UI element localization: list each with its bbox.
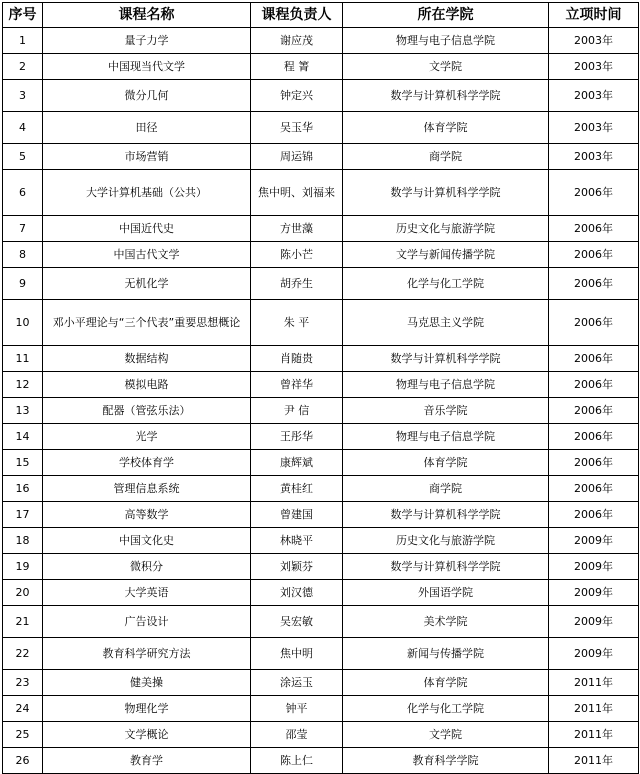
cell-course-lead: 林晓平: [251, 528, 343, 554]
cell-course-lead: 焦中明: [251, 638, 343, 670]
cell-college: 商学院: [343, 144, 549, 170]
cell-course-name: 配器（管弦乐法）: [43, 398, 251, 424]
cell-index: 17: [3, 502, 43, 528]
cell-course-lead: 胡乔生: [251, 268, 343, 300]
header-course-lead: 课程负责人: [251, 3, 343, 28]
cell-index: 6: [3, 170, 43, 216]
cell-year: 2006年: [549, 216, 639, 242]
cell-index: 23: [3, 670, 43, 696]
cell-index: 13: [3, 398, 43, 424]
cell-year: 2011年: [549, 670, 639, 696]
table-row: [3, 528, 639, 554]
cell-college: 物理与电子信息学院: [343, 372, 549, 398]
cell-year: 2006年: [549, 398, 639, 424]
table-row: [3, 696, 639, 722]
cell-year: 2011年: [549, 696, 639, 722]
table-row: [3, 112, 639, 144]
cell-year: 2006年: [549, 476, 639, 502]
cell-index: 22: [3, 638, 43, 670]
course-table: [2, 2, 639, 774]
cell-course-lead: 谢应茂: [251, 28, 343, 54]
table-row: [3, 638, 639, 670]
cell-index: 2: [3, 54, 43, 80]
cell-course-name: 教育科学研究方法: [43, 638, 251, 670]
cell-course-name: 市场营销: [43, 144, 251, 170]
cell-course-name: 广告设计: [43, 606, 251, 638]
cell-index: 14: [3, 424, 43, 450]
cell-course-name: 健美操: [43, 670, 251, 696]
table-row: [3, 80, 639, 112]
cell-year: 2009年: [549, 606, 639, 638]
cell-course-lead: 尹 信: [251, 398, 343, 424]
cell-year: 2009年: [549, 528, 639, 554]
cell-course-lead: 程 箐: [251, 54, 343, 80]
table-row: [3, 580, 639, 606]
cell-course-name: 高等数学: [43, 502, 251, 528]
cell-course-name: 模拟电路: [43, 372, 251, 398]
cell-course-name: 教育学: [43, 748, 251, 774]
cell-college: 物理与电子信息学院: [343, 424, 549, 450]
cell-year: 2006年: [549, 424, 639, 450]
table-row: [3, 170, 639, 216]
cell-course-name: 微积分: [43, 554, 251, 580]
cell-year: 2011年: [549, 748, 639, 774]
cell-course-name: 文学概论: [43, 722, 251, 748]
cell-course-name: 大学计算机基础（公共）: [43, 170, 251, 216]
cell-college: 数学与计算机科学学院: [343, 170, 549, 216]
cell-course-name: 无机化学: [43, 268, 251, 300]
cell-college: 文学与新闻传播学院: [343, 242, 549, 268]
cell-course-lead: 钟定兴: [251, 80, 343, 112]
cell-index: 8: [3, 242, 43, 268]
cell-index: 11: [3, 346, 43, 372]
table-body: [3, 28, 639, 774]
cell-college: 体育学院: [343, 670, 549, 696]
cell-course-lead: 方世藻: [251, 216, 343, 242]
table-row: [3, 670, 639, 696]
cell-college: 商学院: [343, 476, 549, 502]
table-row: [3, 372, 639, 398]
table-row: [3, 748, 639, 774]
cell-year: 2003年: [549, 28, 639, 54]
cell-course-lead: 曾建国: [251, 502, 343, 528]
cell-college: 数学与计算机科学学院: [343, 80, 549, 112]
cell-year: 2006年: [549, 502, 639, 528]
table-row: [3, 300, 639, 346]
cell-year: 2009年: [549, 638, 639, 670]
cell-year: 2006年: [549, 372, 639, 398]
cell-year: 2006年: [549, 450, 639, 476]
cell-college: 体育学院: [343, 450, 549, 476]
table-row: [3, 242, 639, 268]
header-index: 序号: [3, 3, 43, 28]
cell-course-lead: 黄桂红: [251, 476, 343, 502]
cell-index: 7: [3, 216, 43, 242]
cell-course-lead: 陈小芒: [251, 242, 343, 268]
cell-college: 外国语学院: [343, 580, 549, 606]
header-college: 所在学院: [343, 3, 549, 28]
cell-index: 10: [3, 300, 43, 346]
cell-index: 3: [3, 80, 43, 112]
cell-index: 4: [3, 112, 43, 144]
cell-course-lead: 吴玉华: [251, 112, 343, 144]
cell-index: 18: [3, 528, 43, 554]
cell-year: 2003年: [549, 144, 639, 170]
cell-college: 体育学院: [343, 112, 549, 144]
cell-year: 2003年: [549, 54, 639, 80]
cell-college: 新闻与传播学院: [343, 638, 549, 670]
cell-college: 马克思主义学院: [343, 300, 549, 346]
cell-index: 19: [3, 554, 43, 580]
cell-index: 9: [3, 268, 43, 300]
cell-year: 2003年: [549, 80, 639, 112]
cell-course-lead: 刘汉德: [251, 580, 343, 606]
cell-course-name: 微分几何: [43, 80, 251, 112]
cell-index: 5: [3, 144, 43, 170]
cell-course-name: 学校体育学: [43, 450, 251, 476]
cell-year: 2011年: [549, 722, 639, 748]
cell-course-lead: 吴宏敏: [251, 606, 343, 638]
cell-course-name: 邓小平理论与“三个代表”重要思想概论: [43, 300, 251, 346]
table-row: [3, 216, 639, 242]
cell-course-name: 量子力学: [43, 28, 251, 54]
cell-college: 化学与化工学院: [343, 268, 549, 300]
cell-course-name: 光学: [43, 424, 251, 450]
cell-index: 1: [3, 28, 43, 54]
cell-year: 2006年: [549, 300, 639, 346]
cell-year: 2003年: [549, 112, 639, 144]
cell-year: 2009年: [549, 554, 639, 580]
header-row: [3, 3, 639, 28]
cell-course-name: 田径: [43, 112, 251, 144]
cell-college: 音乐学院: [343, 398, 549, 424]
cell-college: 历史文化与旅游学院: [343, 528, 549, 554]
cell-year: 2006年: [549, 170, 639, 216]
cell-college: 历史文化与旅游学院: [343, 216, 549, 242]
table-row: [3, 144, 639, 170]
table-row: [3, 554, 639, 580]
cell-course-lead: 康辉斌: [251, 450, 343, 476]
cell-college: 数学与计算机科学学院: [343, 346, 549, 372]
table-row: [3, 54, 639, 80]
cell-course-name: 物理化学: [43, 696, 251, 722]
cell-college: 化学与化工学院: [343, 696, 549, 722]
cell-college: 教育科学学院: [343, 748, 549, 774]
cell-index: 15: [3, 450, 43, 476]
cell-course-lead: 焦中明、刘福来: [251, 170, 343, 216]
cell-course-lead: 周运锦: [251, 144, 343, 170]
header-year: 立项时间: [549, 3, 639, 28]
cell-course-name: 数据结构: [43, 346, 251, 372]
table-row: [3, 398, 639, 424]
cell-index: 16: [3, 476, 43, 502]
cell-index: 20: [3, 580, 43, 606]
table-row: [3, 450, 639, 476]
cell-course-lead: 钟平: [251, 696, 343, 722]
cell-college: 物理与电子信息学院: [343, 28, 549, 54]
cell-year: 2006年: [549, 346, 639, 372]
cell-index: 25: [3, 722, 43, 748]
table-row: [3, 424, 639, 450]
cell-course-lead: 朱 平: [251, 300, 343, 346]
cell-college: 美术学院: [343, 606, 549, 638]
table-row: [3, 476, 639, 502]
table-row: [3, 268, 639, 300]
cell-course-name: 中国古代文学: [43, 242, 251, 268]
cell-index: 26: [3, 748, 43, 774]
cell-year: 2009年: [549, 580, 639, 606]
table-row: [3, 606, 639, 638]
cell-course-name: 中国文化史: [43, 528, 251, 554]
cell-year: 2006年: [549, 268, 639, 300]
cell-college: 文学院: [343, 722, 549, 748]
table-row: [3, 722, 639, 748]
cell-course-lead: 肖随贵: [251, 346, 343, 372]
cell-course-name: 中国近代史: [43, 216, 251, 242]
cell-course-lead: 王彤华: [251, 424, 343, 450]
cell-course-lead: 涂运玉: [251, 670, 343, 696]
cell-course-lead: 曾祥华: [251, 372, 343, 398]
cell-course-lead: 邵莹: [251, 722, 343, 748]
cell-course-name: 大学英语: [43, 580, 251, 606]
table-row: [3, 346, 639, 372]
cell-year: 2006年: [549, 242, 639, 268]
table-row: [3, 502, 639, 528]
cell-course-lead: 刘颖芬: [251, 554, 343, 580]
cell-course-name: 中国现当代文学: [43, 54, 251, 80]
cell-index: 12: [3, 372, 43, 398]
cell-index: 24: [3, 696, 43, 722]
header-course-name: 课程名称: [43, 3, 251, 28]
table-row: [3, 28, 639, 54]
cell-college: 数学与计算机科学学院: [343, 502, 549, 528]
cell-course-name: 管理信息系统: [43, 476, 251, 502]
cell-index: 21: [3, 606, 43, 638]
cell-college: 文学院: [343, 54, 549, 80]
cell-course-lead: 陈上仁: [251, 748, 343, 774]
cell-college: 数学与计算机科学学院: [343, 554, 549, 580]
